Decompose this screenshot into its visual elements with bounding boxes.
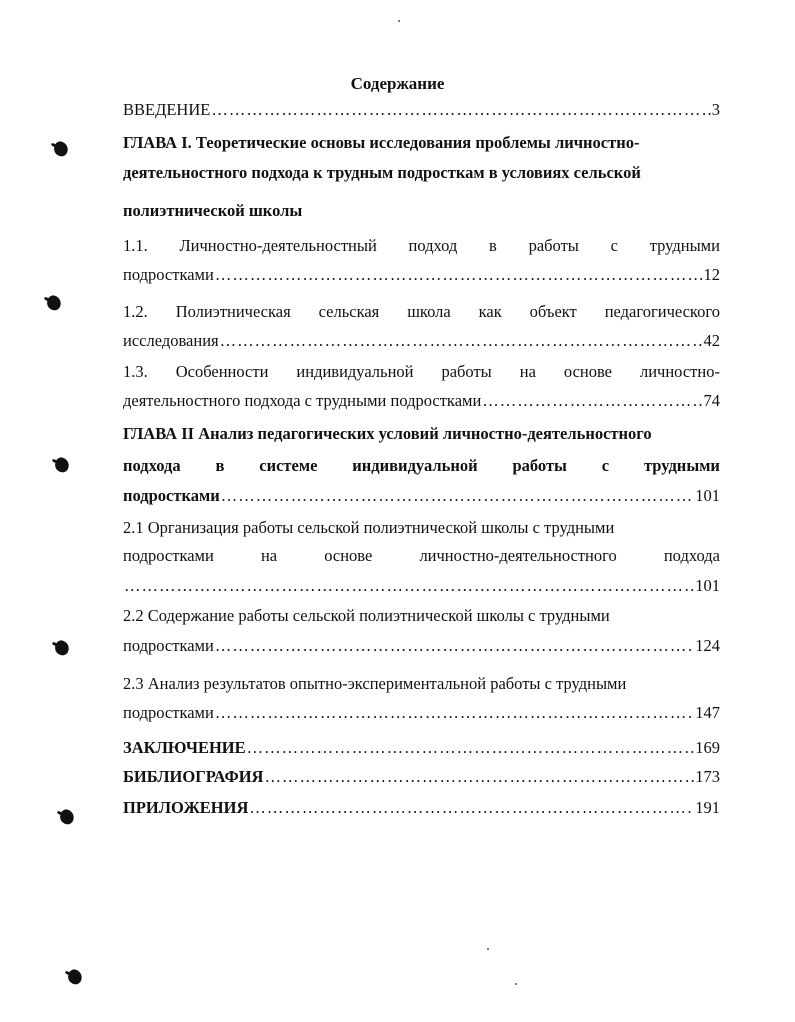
toc-entry-intro: [123, 100, 720, 120]
toc-leader: [215, 703, 694, 723]
toc-section-1-1-line2: подростками …………………………………………………………………………………………………………………………………………………………………………………… 12: [123, 265, 720, 285]
toc-section-1-3-line2: деятельностного подхода с трудными подростками …………………………………………………………………………………………………………………………………………………………………………………… 74: [123, 391, 720, 411]
scan-blot: [52, 140, 71, 159]
toc-section-1-2-line1: 1.2. Полиэтническая сельская школа как объект педагогического: [123, 302, 720, 321]
toc-chapter2-line2: подхода в системе индивидуальной работы с трудными: [123, 456, 720, 475]
toc-entry-bibliography: БИБЛИОГРАФИЯ …………………………………………………………………………………………………………………………………………………………………………………… 173: [123, 767, 720, 787]
toc-entry-conclusion: ЗАКЛЮЧЕНИЕ …………………………………………………………………………………………………………………………………………………………………………………… 169: [123, 738, 720, 758]
toc-leader: [215, 265, 703, 285]
toc-page-number: 101: [695, 486, 720, 505]
toc-section-1-3-line1: 1.3. Особенности индивидуальной работы на основе личностно-: [123, 362, 720, 381]
toc-leader: [247, 738, 695, 758]
toc-section-1-2-line2: исследования …………………………………………………………………………………………………………………………………………………………………………………… 42: [123, 331, 720, 351]
scan-blot: [45, 294, 64, 313]
toc-page-number: 12: [703, 265, 720, 284]
toc-section-2-3-line2: подростками …………………………………………………………………………………………………………………………………………………………………………………… 147: [123, 703, 720, 723]
scan-blot: [53, 456, 72, 475]
page-title: Содержание: [350, 74, 445, 93]
toc-page-number: 147: [695, 703, 720, 722]
toc-chapter2-line1: ГЛАВА II Анализ педагогических условий личностно-деятельностного: [123, 424, 652, 443]
scan-blot: [58, 808, 77, 827]
toc-chapter2-line3: подростками …………………………………………………………………………………………………………………………………………………………………………………… 101: [123, 486, 720, 506]
toc-page-number: 169: [695, 738, 720, 757]
toc-page-number: 42: [703, 331, 720, 350]
toc-leader: [215, 636, 694, 656]
toc-section-2-1-line1: 2.1 Организация работы сельской полиэтнической школы с трудными: [123, 518, 615, 537]
toc-section-2-2-line2: подростками …………………………………………………………………………………………………………………………………………………………………………………… 124: [123, 636, 720, 656]
toc-chapter1-line2: деятельностного подхода к трудным подросткам в условиях сельской: [123, 163, 641, 182]
toc-leader: [482, 391, 702, 411]
toc-page-number: 124: [695, 636, 720, 655]
toc-label: ВВЕДЕНИЕ: [123, 100, 211, 119]
scan-blot: [53, 639, 72, 658]
toc-section-2-2-line1: 2.2 Содержание работы сельской полиэтнической школы с трудными: [123, 606, 610, 625]
toc-chapter1-line3: полиэтнической школы: [123, 201, 303, 220]
toc-entry-appendices: ПРИЛОЖЕНИЯ …………………………………………………………………………………………………………………………………………………………………………………… 191: [123, 798, 720, 818]
toc-section-2-1-line2: подростками на основе личностно-деятельностного подхода: [123, 546, 720, 565]
toc-page-number: 74: [703, 391, 720, 410]
toc-leader: [124, 576, 694, 596]
toc-page-number: 101: [695, 576, 720, 595]
toc-section-1-1-line1: 1.1. Личностно-деятельностный подход в работы с трудными: [123, 236, 720, 255]
scan-blot: [66, 968, 85, 987]
toc-leader: [221, 486, 695, 506]
toc-page-number: 3: [711, 100, 720, 119]
scan-speck: [398, 20, 400, 22]
toc-leader: [211, 100, 710, 120]
scan-speck: [487, 948, 489, 950]
toc-section-2-1-line3: [123, 576, 720, 596]
toc-chapter1-line1: ГЛАВА I. Теоретические основы исследования проблемы личностно-: [123, 133, 640, 152]
toc-section-2-3-line1: 2.3 Анализ результатов опытно-экспериментальной работы с трудными: [123, 674, 627, 693]
toc-leader: [249, 798, 694, 818]
toc-page-number: 173: [695, 767, 720, 786]
scan-speck: [515, 983, 517, 985]
toc-leader: [220, 331, 703, 351]
toc-leader: [264, 767, 694, 787]
toc-page-number: 191: [695, 798, 720, 817]
